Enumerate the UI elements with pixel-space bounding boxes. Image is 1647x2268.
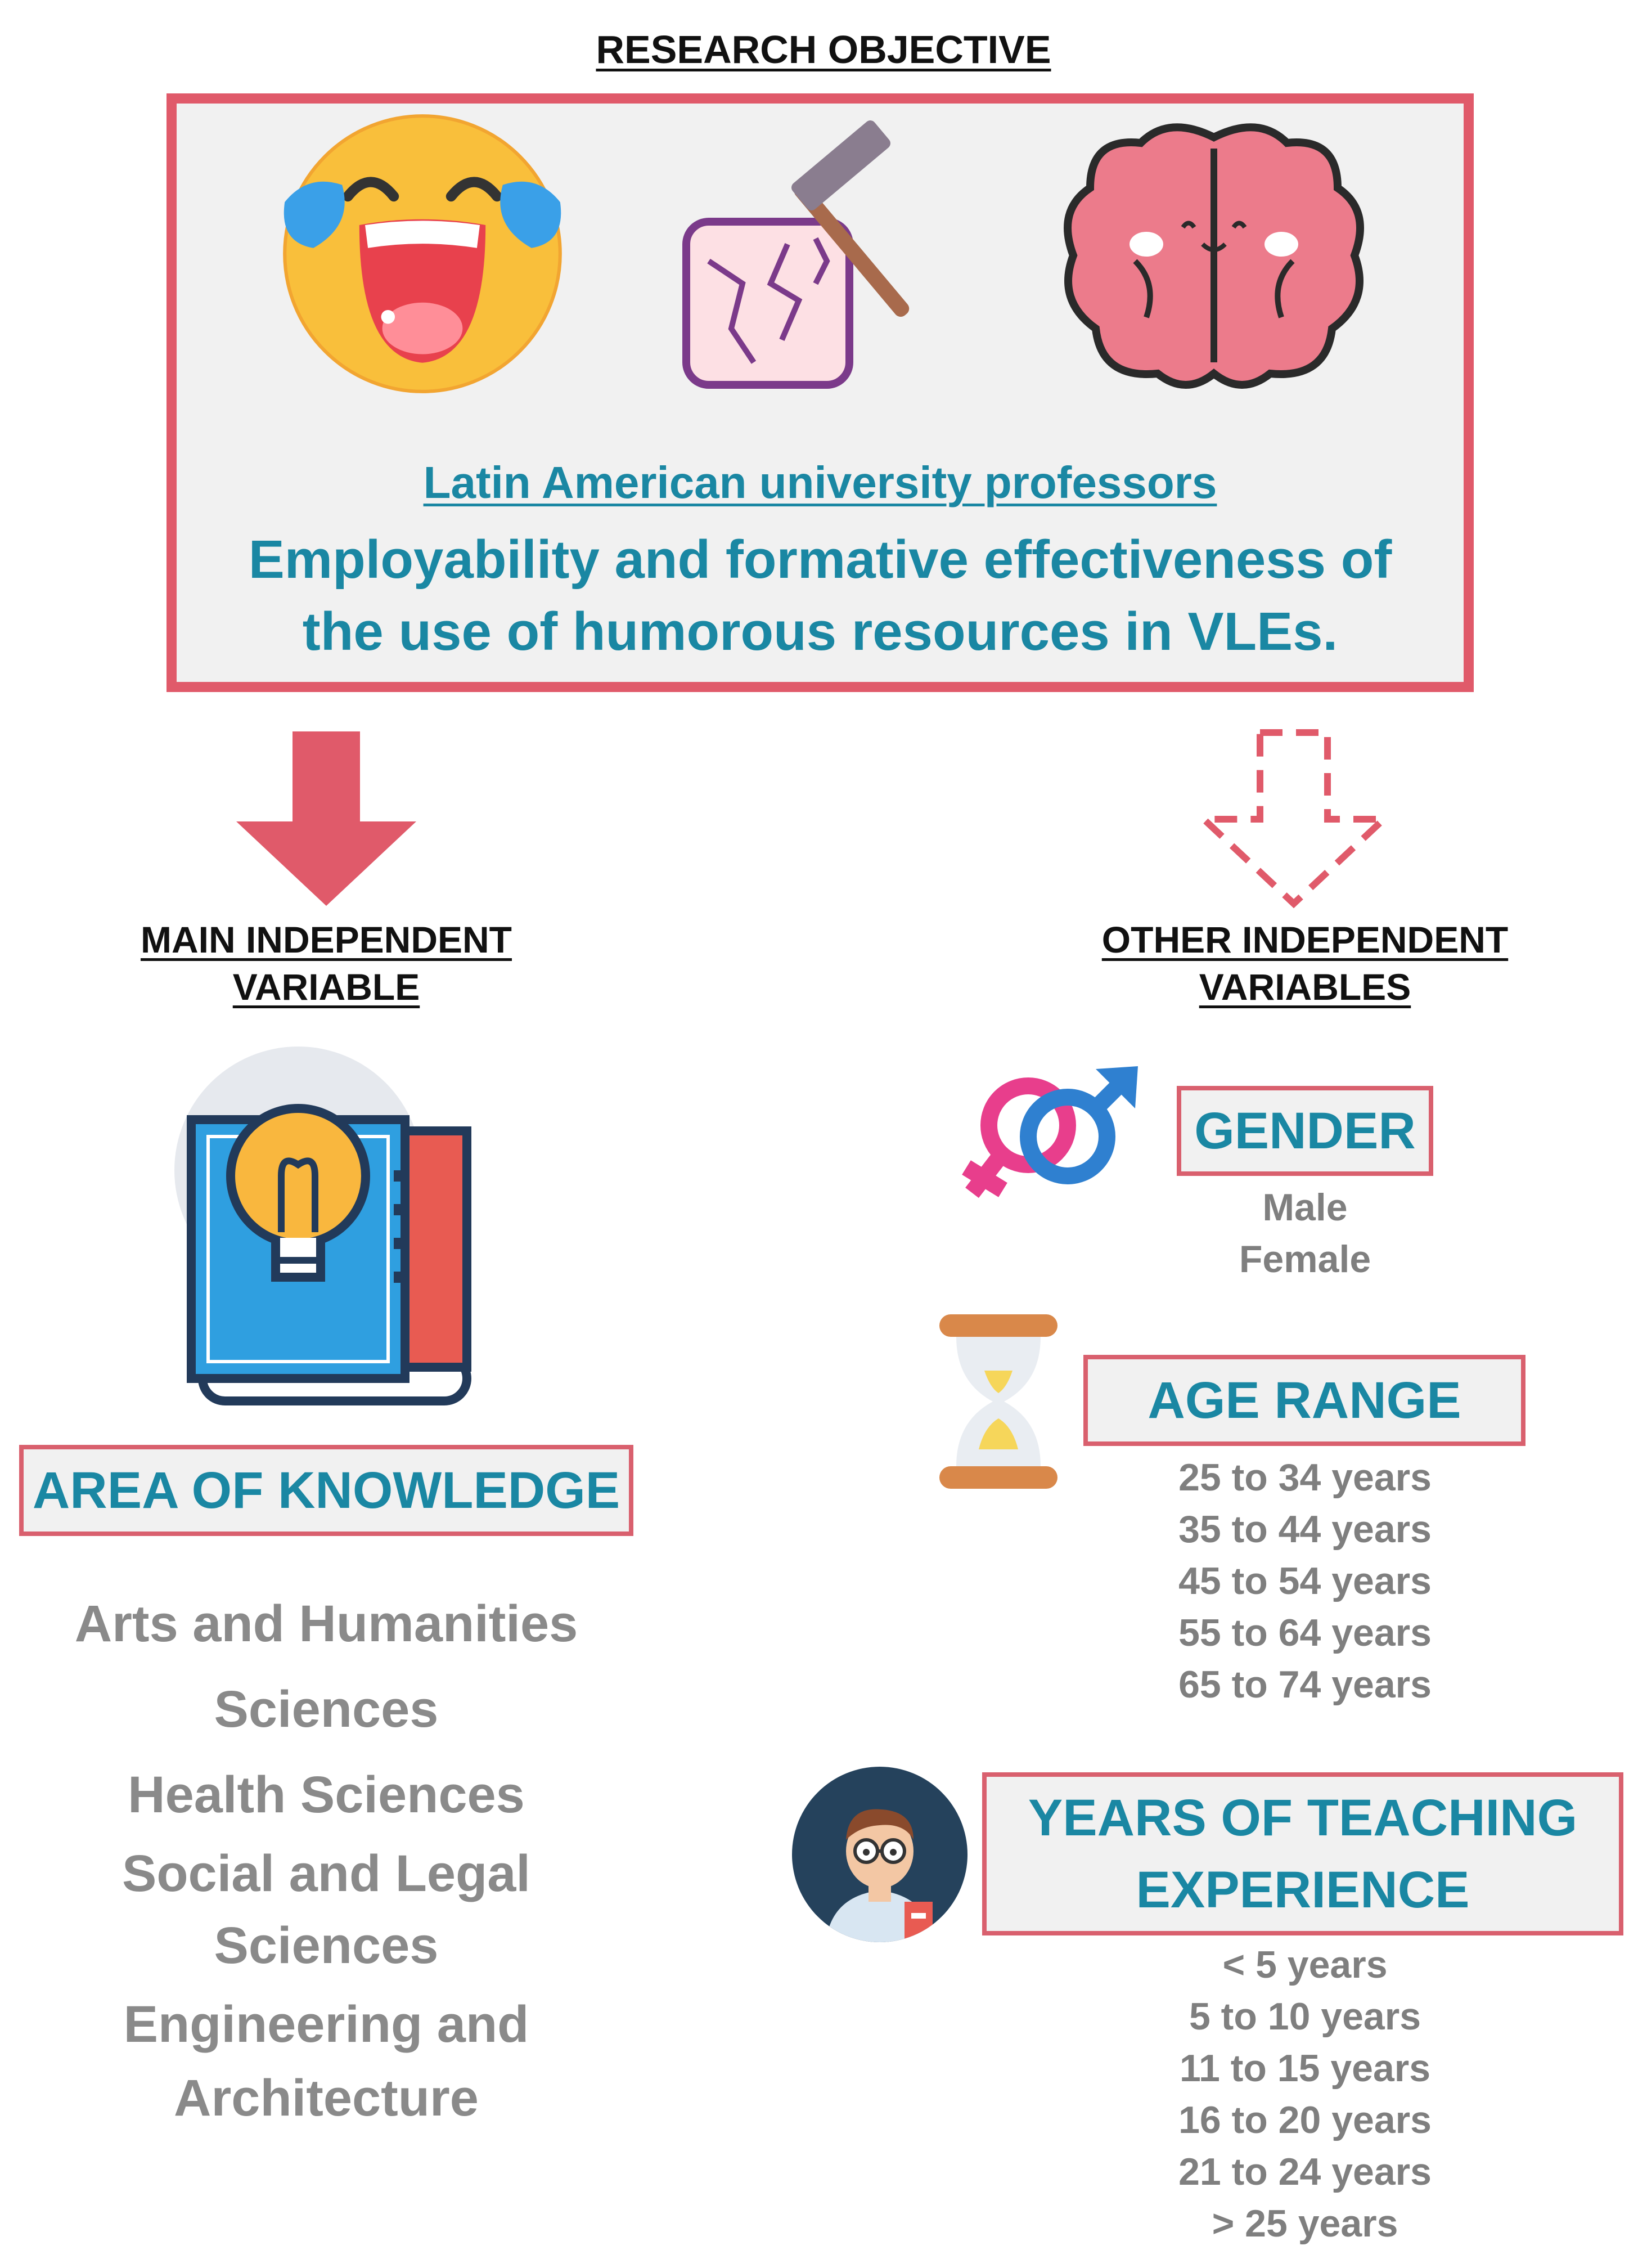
main-variable-heading (56, 916, 596, 1011)
teacher-avatar-icon (792, 1767, 968, 1942)
list-item: 5 to 10 years (1189, 1995, 1421, 2038)
list-item: 35 to 44 years (1178, 1508, 1432, 1551)
list-item: Engineering and (123, 1996, 529, 2053)
list-item: 11 to 15 years (1179, 2047, 1431, 2090)
research-objective-heading: RESEARCH OBJECTIVE (596, 28, 1051, 71)
list-item: 55 to 64 years (1178, 1611, 1432, 1654)
list-item: Architecture (174, 2069, 479, 2127)
laughing-crying-face-icon (279, 110, 566, 397)
dashed-arrow-icon (1198, 729, 1389, 915)
list-item: 45 to 54 years (1178, 1560, 1432, 1602)
list-item: 65 to 74 years (1178, 1663, 1432, 1706)
list-item: 21 to 24 years (1178, 2150, 1432, 2193)
list-item: 16 to 20 years (1178, 2099, 1432, 2141)
other-variables-heading-line2: VARIABLES (1199, 966, 1411, 1008)
lightbulb-book-icon (169, 1041, 489, 1407)
list-item: Female (1239, 1238, 1371, 1281)
list-item: < 5 years (1222, 1943, 1388, 1986)
solid-arrow-icon (231, 731, 422, 911)
teaching-experience-label-line2: EXPERIENCE (1136, 1861, 1470, 1919)
area-of-knowledge-label: AREA OF KNOWLEDGE (19, 1445, 633, 1536)
list-item: Social and Legal (122, 1845, 530, 1902)
area-of-knowledge-list (45, 1581, 608, 2129)
list-item: Health Sciences (128, 1766, 525, 1824)
list-item: > 25 years (1212, 2202, 1398, 2245)
gender-label: GENDER (1177, 1086, 1433, 1176)
objective-subtitle: Latin American university professors (423, 457, 1217, 508)
age-range-list (1136, 1452, 1474, 1710)
teaching-experience-label-line1: YEARS OF TEACHING (1028, 1789, 1578, 1847)
main-variable-heading-line2: VARIABLE (232, 966, 420, 1008)
list-item: Arts and Humanities (74, 1595, 578, 1652)
objective-text-line1: Employability and formative effectiveness of (248, 529, 1392, 590)
list-item: Sciences (214, 1917, 439, 1974)
gender-list (1136, 1182, 1474, 1285)
teaching-experience-list (1136, 1939, 1474, 2249)
list-item: 25 to 34 years (1178, 1456, 1432, 1499)
other-variables-heading-line1: OTHER INDEPENDENT (1101, 919, 1509, 960)
other-variables-heading (1035, 916, 1575, 1011)
teaching-experience-label (982, 1772, 1623, 1935)
gender-symbols-icon (955, 1058, 1146, 1210)
main-variable-heading-line1: MAIN INDEPENDENT (140, 919, 512, 960)
list-item: Male (1262, 1186, 1348, 1229)
brain-icon (1056, 115, 1371, 396)
age-range-label: AGE RANGE (1083, 1355, 1526, 1446)
objective-text-line2: the use of humorous resources in VLEs. (302, 601, 1338, 662)
hourglass-icon (939, 1314, 1058, 1489)
list-item: Sciences (214, 1681, 439, 1738)
hammer-breaking-ice-icon (675, 115, 968, 396)
